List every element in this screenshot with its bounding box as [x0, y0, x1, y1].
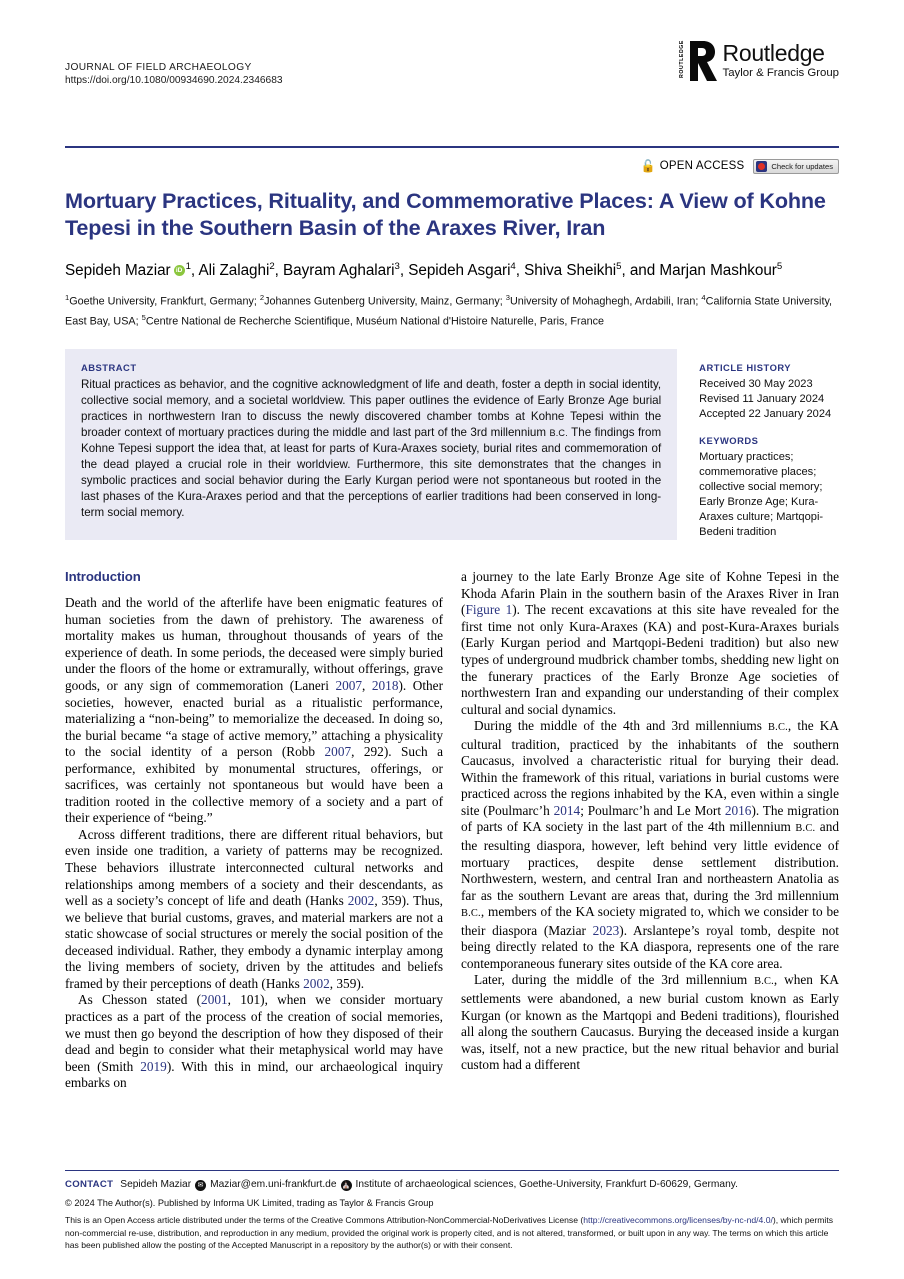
page-footer	[65, 1170, 839, 1251]
keywords-heading: KEYWORDS	[699, 435, 759, 447]
masthead	[65, 0, 839, 134]
affiliations: $^1$Goethe University, Frankfurt, Germany; $^2$Johannes Gutenberg University, Mainz, Germany; $^3$University of Mohaghegh, Ardabili, Iran; $^4$California State University, East Bay, USA; $^5$Centre National de Recherche Scientifique, Muséum National d'Histoire Naturelle, Paris, France	[65, 293, 833, 328]
open-lock-icon: 🔓	[640, 159, 656, 173]
left-column-paragraphs	[65, 595, 443, 1091]
orcid-icon[interactable]	[174, 265, 185, 276]
contact-label: CONTACT	[65, 1179, 114, 1191]
left-column	[65, 569, 443, 1091]
body-paragraph: During the middle of the 4th and 3rd millenniums B.C., the KA cultural tradition, practiced by the inhabitants of the southern Caucasus, involved a characteristic ritual for burying their dead. Within the framework of this ritual, variations in burial customs were practiced across the regions inhabited by the KA, even within a single site (Poulmarc’h 2014; Poulmarc’h and Le Mort 2016). The migration of parts of KA society in the last part of the 4th millennium B.C. and the resulting diaspora, however, left behind very little evidence of mortuary practices, despite dense settlement distribution. Northwestern, western, and central Iran and northeastern Anatolia as far as the southern Levant are areas that, during the 3rd millennium B.C., members of the KA society migrated to, which we consider to be their diaspora (Maziar 2023). Arslantepe’s royal tomb, despite not being directly related to the KA diaspora, represents one of the rare contemporaneous funerary sites outside of the KA core area.	[461, 718, 839, 971]
building-icon: ⛪	[341, 1181, 351, 1189]
publisher-name: Routledge	[722, 40, 825, 66]
check-for-updates-button[interactable]	[753, 159, 839, 174]
check-for-updates-label: Check for updates	[771, 161, 833, 171]
publisher-wordmark	[723, 40, 839, 80]
body-columns	[65, 569, 839, 1091]
article-meta-sidebar	[677, 349, 839, 540]
accepted-date: Accepted 22 January 2024	[699, 408, 832, 421]
header-divider	[65, 146, 839, 148]
routledge-vertical-text: ROUTLEDGE	[679, 40, 686, 78]
copyright-line: © 2024 The Author(s). Published by Informa UK Limited, trading as Taylor & Francis Group	[65, 1198, 434, 1209]
license-text: This is an Open Access article distributed under the terms of the Creative Commons Attribution-NonCommercial-NoDerivatives License (http://creativecommons.org/licenses/by-nc-nd/4.0/), which permits non-commercial re-use, distribution, and reproduction in any medium, provided the original work is properly cited, and is not altered, transformed, or built upon in any way. The terms on which this article has been published allow the posting of the Accepted Manuscript in a repository by the author(s) or with their consent.	[65, 1215, 834, 1250]
journal-name: JOURNAL OF FIELD ARCHAEOLOGY	[65, 62, 252, 73]
body-paragraph: Across different traditions, there are different ritual behaviors, but even inside one tradition, a variety of patterns may be recognized. These behaviors illustrate interconnected cultural networks and relationships among members of a society and their descendants, as well as a society’s concept of life and death (Hanks 2002, 359). Thus, we believe that burial customs, graves, and material markers are not a static showcase of social structures or merely the social position of the deceased individual. Rather, they embody a dynamic interplay among the living members of society, driven by the attitudes and beliefs framed by their perceptions of death (Hanks 2002, 359).	[65, 826, 443, 991]
right-column	[461, 569, 839, 1091]
open-access-label: OPEN ACCESS	[659, 160, 745, 172]
contact-address: Institute of archaeological sciences, Goethe-University, Frankfurt D-60629, Germany.	[355, 1179, 738, 1191]
author-list: Sepideh Maziar iD $^1$, Ali Zalaghi$^2$, Bayram Aghalari$^3$, Sepideh Asgari$^4$, Shiva Sheikhi$^5$, and Marjan Mashkour$^5$	[65, 257, 839, 281]
footer-divider	[65, 1170, 839, 1171]
body-paragraph: a journey to the late Early Bronze Age site of Kohne Tepesi in the Khoda Afarin Plain in the southern basin of the Araxes River in Iran (Figure 1). The recent excavations at this site have revealed for the first time not only Kura-Araxes (KA) and post-Kura-Araxes burials (Early Kurgan period and Martqopi-Bedeni tradition) but also new types of underground mudbrick chamber tombs, shedding new light on the funerary practices of the Early Bronze Age societies of northwestern Iran and expanding our understanding of their complex cultural and social dynamics.	[461, 569, 839, 717]
contact-name: Sepideh Maziar	[120, 1179, 192, 1191]
revised-date: Revised 11 January 2024	[699, 393, 825, 406]
body-paragraph: As Chesson stated (2001, 101), when we consider mortuary practices as a part of the process of the creation of social memories, we must then go beyond the description of how they disposed of their dead and begin to consider what their metaphysical world may have been (Smith 2019). With this in mind, our archaeological inquiry embarks on	[65, 992, 444, 1091]
article-history-heading: ARTICLE HISTORY	[699, 362, 792, 374]
abstract-text: Ritual practices as behavior, and the cognitive acknowledgment of life and death, foster a depth in social identity, collective social memory, and a societal worldview. This paper outlines the evidence of Early Bronze Age burial practices in northwestern Iran to discuss the newly discovered chamber tombs at Kohne Tepesi within the broader context of mortuary practices during the middle and last part of the 3rd millennium B.C. The findings from Kohne Tepesi support the idea that, at least for parts of Kura-Araxes society, burial rites and commemoration of the dead played a crucial role in their worldview. Furthermore, this site demonstrates that the changes in symbolic practices and social behavior during the Early Kurgan period were not spontaneous but rooted in the last phases of the Kura-Araxes period and that the perceptions of earlier traditions had been conserved in long-term social memory.	[81, 378, 662, 519]
right-column-paragraphs	[461, 569, 839, 1073]
open-access-row	[65, 157, 839, 175]
publisher-logo	[680, 40, 839, 82]
article-title: Mortuary Practices, Rituality, and Commemorative Places: A View of Kohne Tepesi in the Southern Basin of the Araxes River, Iran	[65, 188, 826, 240]
body-paragraph: Death and the world of the afterlife have been enigmatic features of human societies from the dawn of prehistory. The awareness of mortality makes us human, throughout thousands of years of the experience of death. In some periods, the deceased were simply buried under the floors of the home or extramurally, without offerings, grave goods, or any sign of commemoration (Laneri 2007, 2018). Other societies, however, enacted burial as a ritualistic performance, materializing a “non-being” to memorialize the deceased. In doing so, the burial became “a stage of active memory,” attaching a physicality to the social identity of a person (Robb 2007, 292). Such a performance, exhibited by monumental structures, offerings, or sacrifices, was certainly not spontaneous but would have been a tradition rooted in the collective memory of a society and a part of their experience of “being.”	[65, 595, 444, 826]
envelope-icon: ✉	[195, 1180, 206, 1191]
abstract-heading: ABSTRACT	[81, 362, 137, 374]
contact-row	[65, 1178, 839, 1192]
publisher-group: Taylor & Francis Group	[722, 67, 839, 79]
received-date: Received 30 May 2023	[699, 378, 813, 391]
routledge-r-mark	[687, 40, 717, 82]
section-heading-introduction: Introduction	[65, 569, 141, 585]
crossmark-icon	[756, 161, 767, 172]
doi-link[interactable]: https://doi.org/10.1080/00934690.2024.2346683	[65, 75, 283, 86]
contact-email[interactable]: Maziar@em.uni-frankfurt.de	[210, 1179, 337, 1191]
body-paragraph: Later, during the middle of the 3rd millennium B.C., when KA settlements were abandoned, a new burial custom known as Early Kurgan (or known as the Martqopi and Bedeni traditions), flourished all along the southern Caucasus. Burying the deceased inside a kurgan was, itself, not a new practice, but the new ritual behavior and burial custom had a different	[461, 972, 839, 1073]
abstract-panel	[65, 349, 839, 540]
keywords-text: Mortuary practices; commemorative places; collective social memory; Early Bronze Age; Kura-Araxes culture; Martqopi-Bedeni tradition	[699, 451, 824, 539]
abstract-box	[65, 349, 677, 540]
sidebar-spacer	[699, 422, 839, 435]
